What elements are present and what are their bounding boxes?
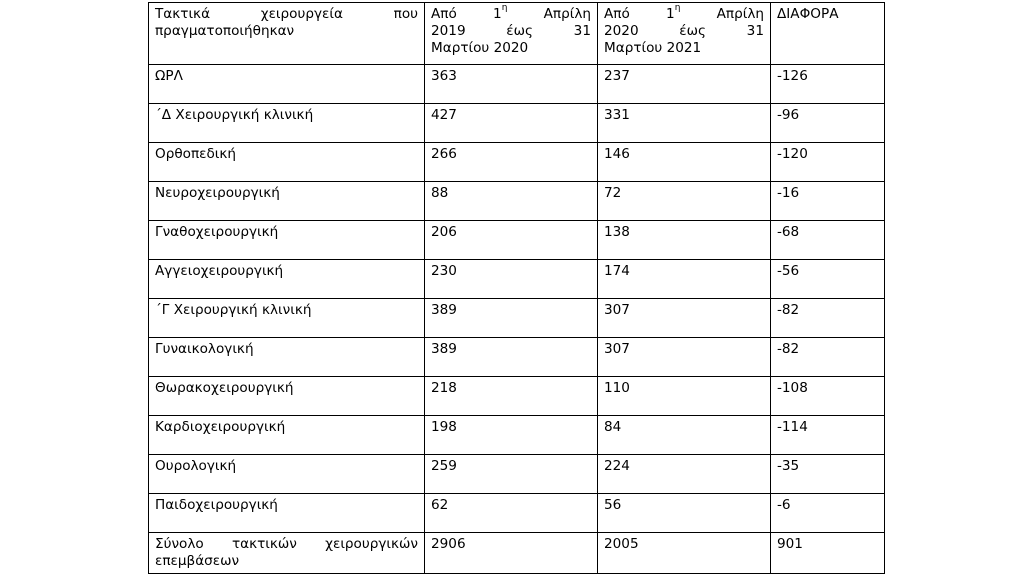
header-period-2019-2020: Από $1^\eta$ Απρίλη 2019 έως 31 Μαρτίου 2020 (425, 3, 598, 65)
cell-count-2019-2020: 88 (425, 182, 598, 221)
cell-department: Καρδιοχειρουργική (149, 416, 425, 455)
cell-count-2019-2020: 389 (425, 338, 598, 377)
cell-count-2020-2021: 56 (598, 494, 771, 533)
table-row (149, 338, 885, 377)
header-procedures: Τακτικά χειρουργεία που πραγματοποιήθηκαν (149, 3, 425, 65)
cell-count-2019-2020: 230 (425, 260, 598, 299)
table-row (149, 455, 885, 494)
cell-total-2020-2021: 2005 (598, 533, 771, 574)
cell-difference: -114 (771, 416, 885, 455)
cell-difference: -35 (771, 455, 885, 494)
cell-department: Παιδοχειρουργική (149, 494, 425, 533)
table-row (149, 299, 885, 338)
cell-count-2020-2021: 307 (598, 299, 771, 338)
cell-department: ΄Γ Χειρουργική κλινική (149, 299, 425, 338)
cell-difference: -82 (771, 299, 885, 338)
table-row (149, 377, 885, 416)
cell-department: Γναθοχειρουργική (149, 221, 425, 260)
cell-count-2019-2020: 198 (425, 416, 598, 455)
table-row (149, 143, 885, 182)
table-row (149, 494, 885, 533)
table-row (149, 182, 885, 221)
header-period-2020-2021: Από $1^\eta$ Απρίλη 2020 έως 31 Μαρτίου 2021 (598, 3, 771, 65)
cell-count-2020-2021: 331 (598, 104, 771, 143)
cell-count-2019-2020: 363 (425, 65, 598, 104)
cell-count-2019-2020: 389 (425, 299, 598, 338)
table-row (149, 104, 885, 143)
cell-difference: -16 (771, 182, 885, 221)
cell-difference: -82 (771, 338, 885, 377)
cell-count-2020-2021: 237 (598, 65, 771, 104)
cell-total-2019-2020: 2906 (425, 533, 598, 574)
cell-count-2019-2020: 62 (425, 494, 598, 533)
cell-count-2020-2021: 110 (598, 377, 771, 416)
cell-difference: -120 (771, 143, 885, 182)
table-row (149, 260, 885, 299)
table-header-row (149, 3, 885, 65)
table-row (149, 221, 885, 260)
cell-department: ΩΡΛ (149, 65, 425, 104)
cell-difference: -56 (771, 260, 885, 299)
cell-count-2020-2021: 224 (598, 455, 771, 494)
cell-count-2019-2020: 266 (425, 143, 598, 182)
table-row (149, 65, 885, 104)
cell-count-2019-2020: 218 (425, 377, 598, 416)
cell-count-2020-2021: 138 (598, 221, 771, 260)
cell-difference: -108 (771, 377, 885, 416)
cell-difference: -6 (771, 494, 885, 533)
cell-count-2019-2020: 206 (425, 221, 598, 260)
table-total-row (149, 533, 885, 574)
surgery-comparison-table (148, 2, 885, 574)
cell-difference: -96 (771, 104, 885, 143)
cell-department: Γυναικολογική (149, 338, 425, 377)
cell-department: Ορθοπεδική (149, 143, 425, 182)
cell-difference: -126 (771, 65, 885, 104)
surgery-table-container (148, 2, 884, 574)
cell-count-2020-2021: 174 (598, 260, 771, 299)
cell-count-2019-2020: 427 (425, 104, 598, 143)
cell-total-difference: 901 (771, 533, 885, 574)
cell-department: Αγγειοχειρουργική (149, 260, 425, 299)
cell-department: Ουρολογική (149, 455, 425, 494)
cell-department: Θωρακοχειρουργική (149, 377, 425, 416)
cell-count-2020-2021: 146 (598, 143, 771, 182)
cell-count-2019-2020: 259 (425, 455, 598, 494)
table-row (149, 416, 885, 455)
cell-total-label: Σύνολο τακτικών χειρουργικών επεμβάσεων (149, 533, 425, 574)
cell-department: ΄Δ Χειρουργική κλινική (149, 104, 425, 143)
cell-count-2020-2021: 307 (598, 338, 771, 377)
cell-difference: -68 (771, 221, 885, 260)
header-difference: ΔΙΑΦΟΡΑ (771, 3, 885, 65)
cell-department: Νευροχειρουργική (149, 182, 425, 221)
cell-count-2020-2021: 84 (598, 416, 771, 455)
cell-count-2020-2021: 72 (598, 182, 771, 221)
